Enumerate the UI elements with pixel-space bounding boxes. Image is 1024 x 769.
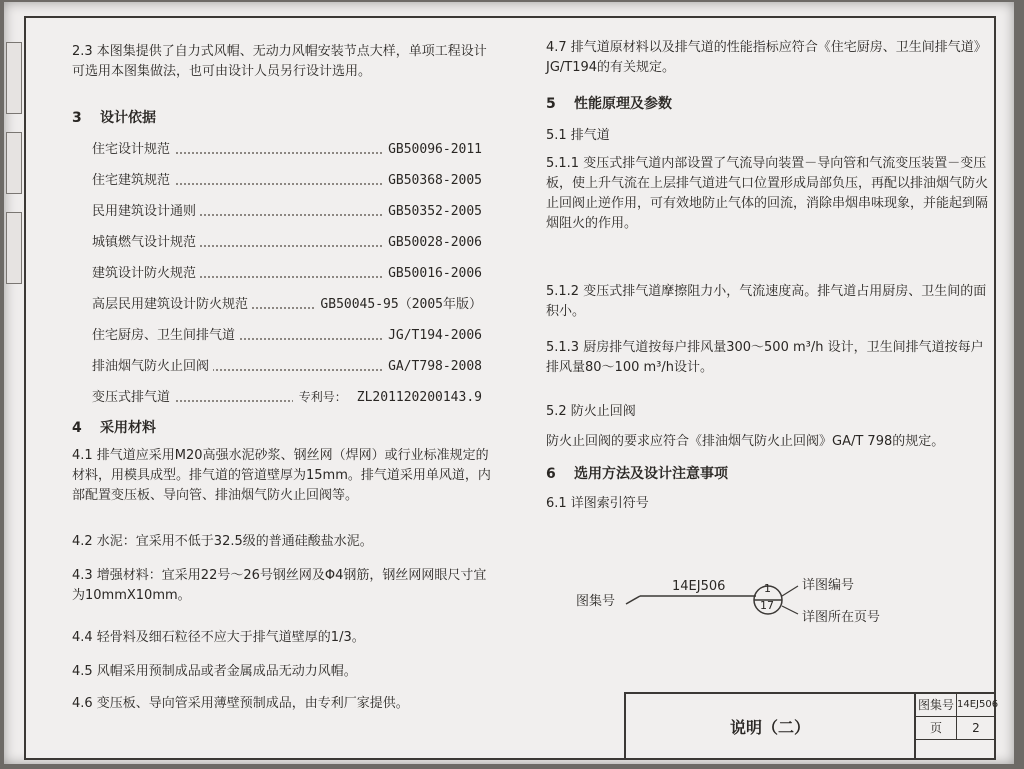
section-number: 6 xyxy=(546,466,556,482)
patent-label: 专利号： xyxy=(298,390,347,404)
standard-row xyxy=(72,264,492,284)
standard-name: 城镇燃气设计规范 xyxy=(92,233,200,253)
section-5-heading xyxy=(546,94,996,116)
standard-name: 民用建筑设计通则 xyxy=(92,202,200,222)
standard-name: 建筑设计防火规范 xyxy=(92,264,200,284)
section-number: 5 xyxy=(546,96,556,112)
paragraph-4-7: 4.7 排气道原材料以及排气道的性能指标应符合《住宅厨房、卫生间排气道》JG/T194的有关规定。 xyxy=(546,40,987,76)
standard-code-value: JG/T194-2006 xyxy=(388,328,482,343)
page-number-label: 详图所在页号 xyxy=(802,610,881,625)
standard-code xyxy=(382,357,482,377)
standard-code-value: GB50368-2005 xyxy=(388,173,482,188)
paragraph-4-3: 4.3 增强材料：宜采用22号～26号钢丝网及Φ4钢筋，钢丝网网眼尺寸宜为10mmX10mm。 xyxy=(72,568,487,604)
section-title: 采用材料 xyxy=(100,420,156,436)
drawing-sheet xyxy=(4,2,1014,764)
binding-strip xyxy=(6,212,22,284)
paragraph-5-2: 防火止回阀的要求应符合《排油烟气防火止回阀》GA/T 798的规定。 xyxy=(546,434,945,449)
subsection-5-1: 5.1 排气道 xyxy=(546,128,610,143)
standard-code-value: GA/T798-2008 xyxy=(388,359,482,374)
standard-code xyxy=(382,171,482,191)
page-number: 17 xyxy=(760,599,774,612)
standard-name: 高层民用建筑设计防火规范 xyxy=(92,295,252,315)
paragraph-5-1-1: 5.1.1 变压式排气道内部设置了气流导向装置－导向管和气流变压装置－变压板，使上升气流在上层排气道进气口位置形成局部负压，再配以排油烟气防火止回阀止逆作用，可有效地防止气体的回流，消除串烟串味现象，并能起到隔烟阻火的作用。 xyxy=(546,156,989,232)
standard-code-value: GB50096-2011 xyxy=(388,142,482,157)
standard-row xyxy=(72,233,492,253)
paragraph-4-4: 4.4 轻骨料及细石粒径不应大于排气道壁厚的1/3。 xyxy=(72,630,365,645)
standard-code xyxy=(382,202,482,222)
page-label-cell: 页 xyxy=(916,717,957,740)
standard-code xyxy=(382,326,482,346)
standard-row xyxy=(72,295,492,315)
subsection-5-2: 5.2 防火止回阀 xyxy=(546,404,636,419)
subsection-6-1: 6.1 详图索引符号 xyxy=(546,496,649,511)
section-title: 选用方法及设计注意事项 xyxy=(574,466,728,482)
section-number: 3 xyxy=(72,110,82,126)
detail-number: 1 xyxy=(764,582,771,595)
standard-row xyxy=(72,140,492,160)
paragraph-5-1-3: 5.1.3 厨房排气道按每户排风量300～500 m³/h 设计，卫生间排气道按每户排风量80～100 m³/h设计。 xyxy=(546,340,984,376)
standard-code-value: GB50045-95（2005年版） xyxy=(320,297,482,312)
standard-code-value: GB50028-2006 xyxy=(388,235,482,250)
standard-code xyxy=(293,388,482,408)
atlas-label: 图集号 xyxy=(576,594,616,609)
standard-name: 变压式排气道 xyxy=(92,388,174,408)
standard-name: 排油烟气防火止回阀 xyxy=(92,357,213,377)
section-number: 4 xyxy=(72,420,82,436)
standard-code xyxy=(382,233,482,253)
standard-row xyxy=(72,388,492,408)
detail-number-label: 详图编号 xyxy=(802,578,855,593)
standard-name: 住宅厨房、卫生间排气道 xyxy=(92,326,239,346)
standard-name: 住宅建筑规范 xyxy=(92,171,174,191)
standard-code-value: GB50016-2006 xyxy=(388,266,482,281)
standard-row xyxy=(72,326,492,346)
standard-code-value: ZL201120200143.9 xyxy=(356,390,482,405)
sheet-title: 说明（二） xyxy=(626,694,916,758)
atlas-leader-tail xyxy=(626,596,640,604)
detail-no-leader xyxy=(782,586,798,596)
page-number-cell: 2 xyxy=(957,717,996,740)
atlas-code: 14EJ506 xyxy=(672,579,726,594)
paragraph-4-2: 4.2 水泥：宜采用不低于32.5级的普通硅酸盐水泥。 xyxy=(72,534,373,549)
detail-index-diagram xyxy=(576,570,906,650)
section-4-heading xyxy=(72,418,492,440)
section-3-heading xyxy=(72,108,492,130)
paragraph-5-1-2: 5.1.2 变压式排气道摩擦阻力小，气流速度高。排气道占用厨房、卫生间的面积小。 xyxy=(546,284,987,320)
standard-code-value: GB50352-2005 xyxy=(388,204,482,219)
binding-strip xyxy=(6,132,22,194)
paragraph-2-3: 2.3 本图集提供了自力式风帽、无动力风帽安装节点大样，单项工程设计可选用本图集做法，也可由设计人员另行设计选用。 xyxy=(72,44,487,80)
standard-name: 住宅设计规范 xyxy=(92,140,174,160)
standard-code xyxy=(382,264,482,284)
standard-row xyxy=(72,357,492,377)
section-title: 设计依据 xyxy=(100,110,156,126)
standard-row xyxy=(72,202,492,222)
paragraph-4-6: 4.6 变压板、导向管采用薄壁预制成品，由专利厂家提供。 xyxy=(72,696,409,711)
standard-row xyxy=(72,171,492,191)
page-no-leader xyxy=(782,606,798,614)
paragraph-4-5: 4.5 风帽采用预制成品或者金属成品无动力风帽。 xyxy=(72,664,357,679)
standard-code xyxy=(314,295,482,315)
drawing-frame xyxy=(24,16,999,760)
binding-margin xyxy=(4,22,24,742)
binding-strip xyxy=(6,42,22,114)
atlas-label-cell: 图集号 xyxy=(916,694,957,717)
section-title: 性能原理及参数 xyxy=(574,96,672,112)
title-block xyxy=(624,692,999,758)
atlas-code-cell: 14EJ506 xyxy=(957,694,996,717)
paragraph-4-1: 4.1 排气道应采用M20高强水泥砂浆、钢丝网（焊网）或行业标准规定的材料，用模具成型。排气道的管道壁厚为15mm。排气道采用单风道，内部配置变压板、导向管、排油烟气防火止回阀等。 xyxy=(72,448,491,504)
section-6-heading xyxy=(546,464,996,486)
standard-code xyxy=(382,140,482,160)
